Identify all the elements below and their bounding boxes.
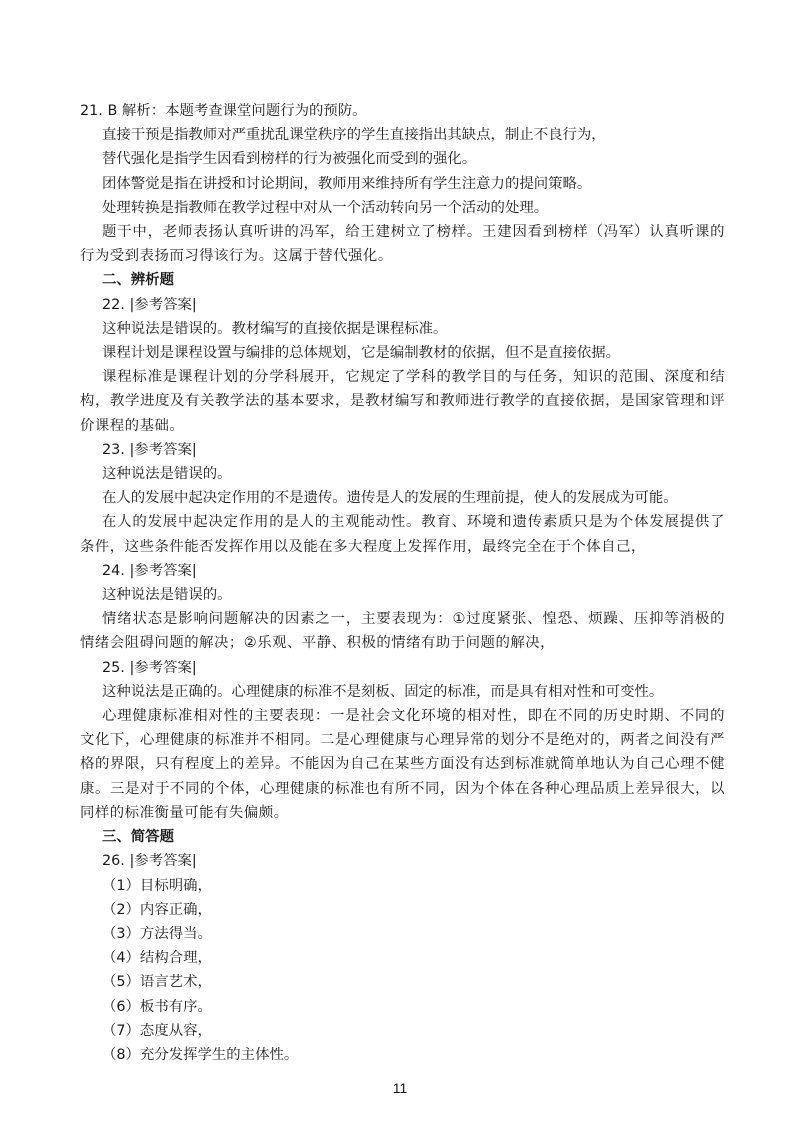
text-paragraph: 课程标准是课程计划的分学科展开，它规定了学科的教学目的与任务，知识的范围、深度和结构，教学进度及有关教学法的基本要求，是教材编写和教师进行教学的直接依据，是国家管理和评价课程的基础。 [80,369,725,434]
text-line: 团体警觉是指在讲授和讨论期间，教师用来维持所有学生注意力的提问策略。 [102,175,592,192]
answer-21: 21. B 解析：本题考查课堂问题行为的预防。 [80,103,367,119]
text-paragraph: 在人的发展中起决定作用的是人的主观能动性。教育、环境和遗传素质只是为个体发展提供了条件，这些条件能否发挥作用以及能在多大程度上发挥作用，最终完全在于个体自己， [80,514,725,555]
answer-content [80,99,725,1067]
list-item: （6）板书有序。 [102,998,212,1015]
text-line: 处理转换是指教师在教学过程中对从一个活动转向另一个活动的处理。 [102,199,549,216]
text-line: 直接干预是指教师对严重扰乱课堂秩序的学生直接指出其缺点，制止不良行为， [102,127,606,144]
text-line: 这种说法是错误的。教材编写的直接依据是课程标准。 [102,320,448,337]
list-item: （3）方法得当。 [102,925,212,942]
text-line: 课程计划是课程设置与编排的总体规划，它是编制教材的依据，但不是直接依据。 [102,345,621,362]
answer-24-label: 24. |参考答案| [102,562,197,579]
answer-26-label: 26. |参考答案| [102,853,197,870]
list-item: （5）语言艺术， [102,974,212,991]
answer-25-label: 25. |参考答案| [102,659,197,676]
list-item: （7）态度从容， [102,1022,212,1039]
text-line: 这种说法是错误的。 [102,466,232,483]
text-line: 这种说法是错误的。 [102,587,232,604]
list-item: （8）充分发挥学生的主体性。 [102,1046,299,1063]
text-line: 这种说法是正确的。心理健康的标准不是刻板、固定的标准，而是具有相对性和可变性。 [102,683,664,700]
section-heading-short-answer: 三、简答题 [102,829,174,846]
list-item: （4）结构合理， [102,950,212,967]
page-number: 11 [392,1080,408,1096]
text-line: 在人的发展中起决定作用的不是遗传。遗传是人的发展的生理前提，使人的发展成为可能。 [102,490,678,507]
text-paragraph: 情绪状态是影响问题解决的因素之一，主要表现为：①过度紧张、惶恐、烦躁、压抑等消极的情绪会阻碍问题的解决；②乐观、平静、积极的情绪有助于问题的解决， [80,611,725,652]
section-heading-discrimination: 二、辨析题 [102,272,174,289]
list-item: （1）目标明确， [102,877,212,894]
text-paragraph: 心理健康标准相对性的主要表现：一是社会文化环境的相对性，即在不同的历史时期、不同的文化下，心理健康的标准并不相同。二是心理健康与心理异常的划分不是绝对的，两者之间没有严格的界限，只有程度上的差异。不能因为自己在某些方面没有达到标准就简单地认为自己心理不健康。三是对于不同的个体，心理健康的标准也有所不同，因为个体在各种心理品质上差异很大，以同样的标准衡量可能有失偏颇。 [80,708,725,821]
answer-22-label: 22. |参考答案| [102,296,197,313]
text-line: 替代强化是指学生因看到榜样的行为被强化而受到的强化。 [102,151,477,168]
text-paragraph: 题干中，老师表扬认真听讲的冯军，给王建树立了榜样。王建因看到榜样（冯军）认真听课的行为受到表扬而习得该行为。这属于替代强化。 [80,224,725,265]
list-item: （2）内容正确， [102,901,212,918]
answer-23-label: 23. |参考答案| [102,441,197,458]
